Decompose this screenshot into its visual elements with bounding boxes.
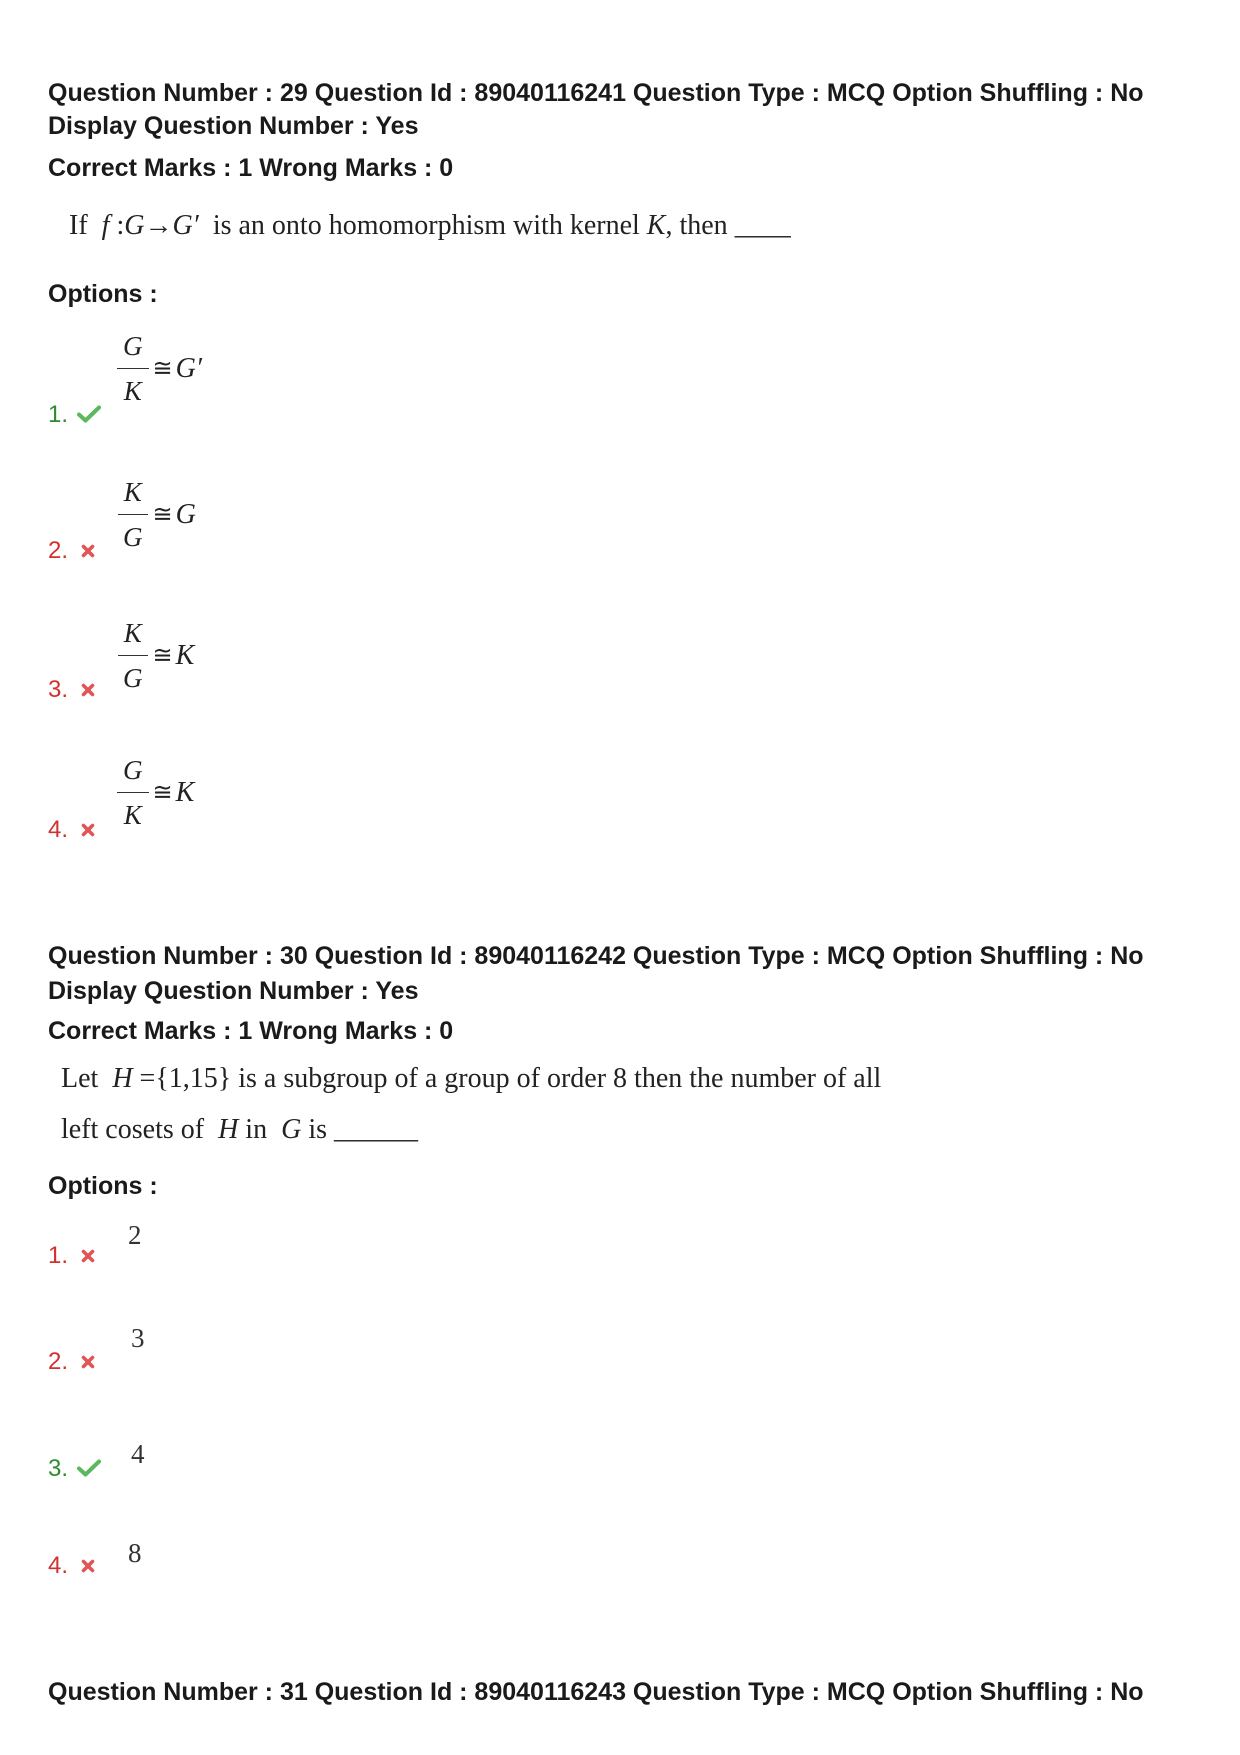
question-29-header: Question Number : 29 Question Id : 89040116241 Question Type : MCQ Option Shuffling : No: [48, 79, 1144, 107]
question-31-header: Question Number : 31 Question Id : 89040116243 Question Type : MCQ Option Shuffling : No: [48, 1678, 1144, 1706]
fraction-numerator: K: [118, 618, 148, 656]
fraction: [117, 755, 149, 830]
fraction-numerator: K: [118, 477, 148, 515]
question-text-segment: Let: [61, 1063, 99, 1094]
option-2-number: 2.: [48, 1348, 69, 1375]
option-2-value: 3: [131, 1323, 145, 1353]
question-text-segment: is: [308, 1114, 327, 1145]
question-text-segment: is an onto homomorphism with kernel: [212, 210, 640, 241]
isomorphic-symbol: ≅: [152, 643, 173, 669]
math-variable-g: G: [124, 210, 145, 241]
option-4-number: 4.: [48, 816, 69, 843]
question-text-segment: , then: [665, 210, 728, 241]
isomorphic-symbol: ≅: [152, 356, 173, 382]
question-text-segment: is a subgroup of a group of order 8 then the number of all: [238, 1063, 882, 1094]
option-1-number: 1.: [48, 1242, 69, 1269]
question-30-marks: Correct Marks : 1 Wrong Marks : 0: [48, 1017, 454, 1045]
math-equals: =: [139, 1063, 156, 1094]
question-30-options-label: Options :: [48, 1172, 158, 1200]
fraction: [117, 477, 149, 552]
fraction-numerator: G: [117, 755, 149, 793]
question-30-text-line-2: [61, 1112, 418, 1148]
fraction-denominator: K: [123, 800, 142, 830]
question-29-display-number: Display Question Number : Yes: [48, 112, 419, 140]
fraction-denominator: G: [123, 522, 143, 552]
cross-icon: [81, 1355, 95, 1369]
isomorphic-symbol: ≅: [152, 502, 173, 528]
option-4-expression: [117, 755, 194, 830]
cross-icon: [81, 1559, 95, 1573]
question-30-display-number: Display Question Number : Yes: [48, 977, 419, 1005]
question-text-segment: left cosets of: [61, 1114, 205, 1145]
math-set: {1,15}: [155, 1063, 232, 1094]
math-variable-h: H: [218, 1114, 239, 1145]
fraction: [117, 618, 149, 693]
fraction: [117, 331, 149, 406]
cross-icon: [81, 544, 95, 558]
fraction-denominator: K: [123, 376, 142, 406]
question-29-options-label: Options :: [48, 280, 158, 308]
check-icon: [77, 405, 101, 423]
isomorphic-symbol: ≅: [152, 780, 173, 806]
option-1-number: 1.: [48, 401, 69, 428]
option-1-value: 2: [128, 1220, 142, 1250]
expression-rhs: G: [175, 498, 196, 530]
math-variable-k: K: [646, 210, 666, 241]
option-4-number: 4.: [48, 1552, 69, 1579]
option-3-number: 3.: [48, 676, 69, 703]
question-30-text-line-1: [61, 1061, 881, 1097]
option-4-value: 8: [128, 1538, 142, 1568]
answer-blank: ______: [334, 1114, 418, 1145]
option-2-expression: [117, 477, 196, 552]
math-variable-h: H: [112, 1063, 133, 1094]
cross-icon: [81, 823, 95, 837]
math-variable-f: f: [101, 210, 110, 241]
option-1-expression: [117, 331, 202, 406]
fraction-numerator: G: [117, 331, 149, 369]
cross-icon: [81, 1249, 95, 1263]
answer-blank: ____: [734, 210, 791, 241]
option-3-value: 4: [131, 1439, 145, 1469]
math-variable-g: G: [281, 1114, 302, 1145]
question-29-text: [69, 208, 791, 244]
math-variable-g-prime: G′: [172, 210, 199, 241]
math-colon: :: [116, 210, 125, 241]
cross-icon: [81, 683, 95, 697]
math-arrow: →: [144, 210, 173, 241]
expression-rhs: K: [175, 776, 195, 808]
expression-rhs: G′: [175, 352, 202, 384]
question-text-segment: If: [69, 210, 88, 241]
fraction-denominator: G: [123, 663, 143, 693]
expression-rhs: K: [175, 639, 195, 671]
check-icon: [77, 1459, 101, 1477]
question-30-header: Question Number : 30 Question Id : 89040116242 Question Type : MCQ Option Shuffling : No: [48, 942, 1144, 970]
option-2-number: 2.: [48, 537, 69, 564]
question-text-segment: in: [245, 1114, 268, 1145]
option-3-number: 3.: [48, 1455, 69, 1482]
question-29-marks: Correct Marks : 1 Wrong Marks : 0: [48, 154, 454, 182]
option-3-expression: [117, 618, 194, 693]
